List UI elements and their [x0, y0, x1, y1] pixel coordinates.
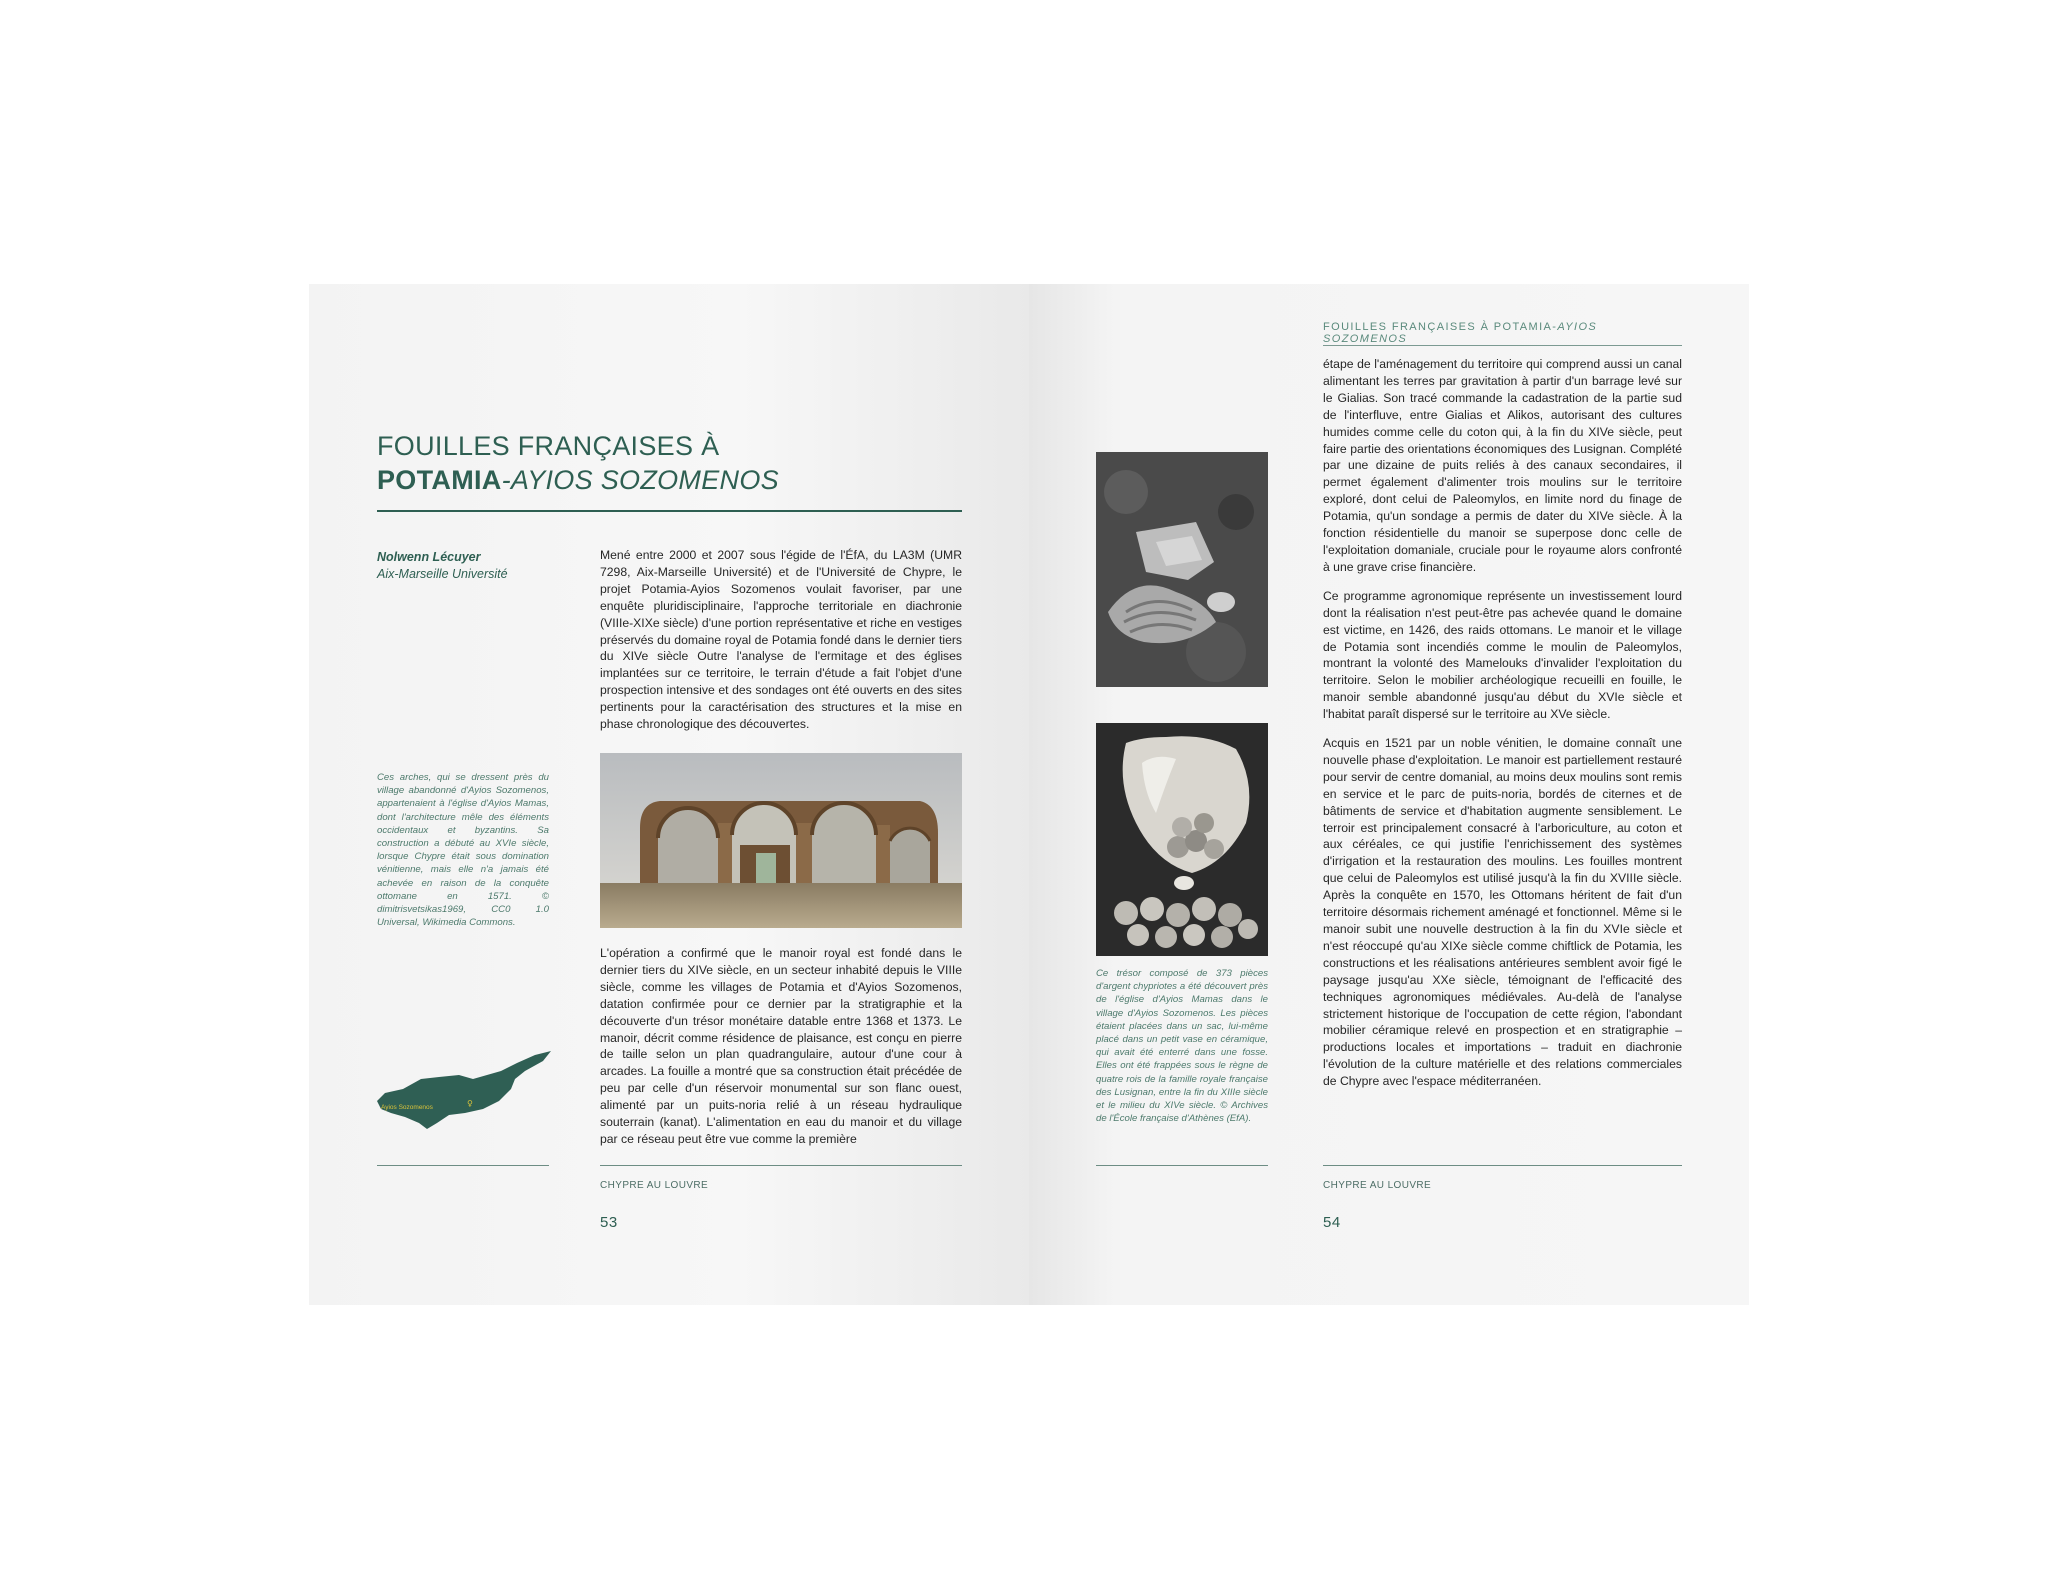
running-head-rule: [1323, 345, 1682, 346]
map-pin-icon: ♀: [467, 1099, 473, 1108]
right-text-column: [1323, 356, 1682, 1102]
right-page-number: 54: [1323, 1214, 1341, 1231]
title-divider: [377, 510, 962, 512]
arches-illustration: [600, 753, 962, 928]
right-paragraph-1: étape de l'aménagement du territoire qui comprend aussi un canal alimentant les terres par gravitation à partir d'un barrage levé sur le Gialias. Son tracé commande la cadastration de la partie sud de l'interfluve, entre Gialias et Alikos, autorisant des cultures humides comme celle du coton qui, à la fin du XIVe siècle, peut faire partie des orientations économiques des Lusignan. Complété par une dizaine de puits reliés à des canaux secondaires, il permet également d'alimenter trois moulins sur le territoire exploré, dont celui de Paleomylos, en limite nord du finage de Potamia, qu'un sondage a permis de dater du XIVe siècle. À la fonction résidentielle du manoir se superpose donc celle de l'exploitation domaniale, cruciale pour le royaume alors confronté à une grave crise financière.: [1323, 357, 1682, 574]
author-name: Nolwenn Lécuyer: [377, 550, 481, 564]
running-head: [1323, 321, 1682, 345]
right-footer-label: CHYPRE AU LOUVRE: [1323, 1180, 1432, 1191]
author-block: [377, 549, 508, 583]
book-spread: [309, 284, 1749, 1305]
hoard-excavation-illustration: [1096, 452, 1268, 687]
title-separator: -: [501, 465, 511, 495]
title-line-1: FOUILLES FRANÇAISES À: [377, 431, 720, 461]
author-affiliation: Aix-Marseille Université: [377, 567, 508, 581]
map-label: Ayios Sozomenos: [381, 1104, 433, 1111]
running-head-italic: AYIOS SOZOMENOS: [1323, 321, 1598, 345]
running-head-text: FOUILLES FRANÇAISES À POTAMIA-: [1323, 321, 1558, 333]
body-paragraph-2: L'opération a confirmé que le manoir royal est fondé dans le dernier tiers du XIVe siècle, en un secteur inhabité depuis le VIIIe siècle, comme les villages de Potamia et d'Ayios Sozomenos, datation confirmée pour ce dernier par la stratigraphie et la découverte d'un trésor monétaire datable entre 1368 et 1373. Le manoir, décrit comme résidence de plaisance, est conçu en pierre de taille selon un plan quadrangulaire, autour d'une cour à arcades. La fouille a montré que sa construction était précédée de peu par celle d'un réservoir monumental sur son flanc ouest, alimenté par un puits-noria relié à un réseau hydraulique souterrain (kanat). L'alimentation en eau du manoir et du village par ce réseau peut être vue comme la première: [600, 946, 962, 1146]
left-footer-label: CHYPRE AU LOUVRE: [600, 1180, 709, 1191]
arches-photo: [600, 753, 962, 928]
coin-hoard-photo: [1096, 723, 1268, 956]
arches-photo-caption: Ces arches, qui se dressent près du village abandonné d'Ayios Sozomenos, appartenaient à l'église d'Ayios Mamas, dont l'architecture mêle des éléments occidentaux et byzantins. Sa construction a débuté au XVIe siècle, lorsque Chypre était sous domination vénitienne, mais elle n'a jamais été achevée en raison de la conquête ottomane en 1571. © dimitrisvetsikas1969, CC0 1.0 Universal, Wikimedia Commons.: [377, 772, 549, 929]
left-footer-rule: [600, 1165, 962, 1166]
coin-hoard-caption: Ce trésor composé de 373 pièces d'argent chypriotes a été découvert près de l'église d'Ayios Mamas dans le village d'Ayios Sozomenos. Les pièces étaient placées dans un sac, lui-même placé dans un petit vase en céramique, qui avait été enterré dans une fosse. Elles ont été frappées sous le règne de quatre rois de la famille royale française des Lusignan, entre la fin du XIIIe siècle et le milieu du XIVe siècle. © Archives de l'École française d'Athènes (EfA).: [1096, 968, 1268, 1125]
title-italic-part: AYIOS SOZOMENOS: [510, 465, 779, 495]
right-paragraph-3: Acquis en 1521 par un noble vénitien, le domaine connaît une nouvelle phase d'exploitation. Le manoir est partiellement restauré pour servir de centre domanial, au moins deux moulins sont remis en service et le parc de puits-noria, bordés de citernes et de bâtiments de service et d'habitation augmente sensiblement. Le terroir est principalement consacré à l'arboriculture, au coton et aux céréales, ce qui justifie l'enrichissement des systèmes d'irrigation et la restauration des moulins. Les fouilles montrent que celui de Paleomylos est utilisé jusqu'à la fin du XVIIIe siècle. Après la conquête en 1570, les Ottomans héritent de fait d'un territoire désormais richement aménagé et fonctionnel. Même si le manoir subit une nouvelle destruction à la fin du XVIe siècle et n'est réoccupé qu'au XIXe siècle comme chiftlick de Potamia, les constructions et les réalisations antérieures semblent avoir figé le paysage jusqu'au XXe siècle, témoignant de l'efficacité des techniques agronomiques médiévales. Au-delà de l'analyse strictement historique de l'occupation de cette région, l'abondant mobilier céramique relevé en prospection et en stratigraphie – productions locales et importations – traduit en diachronie l'évolution de la culture matérielle et des relations commerciales de Chypre avec l'espace méditerranéen.: [1323, 736, 1682, 1089]
left-margin-footer-rule: [377, 1165, 549, 1166]
intro-paragraph: Mené entre 2000 et 2007 sous l'égide de l'ÉfA, du LA3M (UMR 7298, Aix-Marseille Université) et de l'Université de Chypre, le projet Potamia-Ayios Sozomenos voulait favoriser, par une enquête pluridisciplinaire, l'approche territoriale en diachronie (VIIIe-XIXe siècle) d'une portion représentative et riche en vestiges préservés du domaine royal de Potamia fondé dans le dernier tiers du XIVe siècle Outre l'analyse de l'ermitage et des églises implantées sur ce territoire, le terrain d'étude a fait l'objet d'une prospection intensive et des sondages ont été ouverts en des sites pertinents pour la caractérisation des structures et la mise en phase chronologique des découvertes.: [600, 548, 962, 732]
right-margin-footer-rule: [1096, 1165, 1268, 1166]
article-title: [377, 429, 962, 497]
cyprus-map-shape: [375, 1049, 555, 1129]
title-bold-part: POTAMIA: [377, 465, 502, 495]
right-page: [1029, 284, 1749, 1305]
left-page: [309, 284, 1029, 1305]
right-paragraph-2: Ce programme agronomique représente un investissement lourd dont la réalisation n'est peut-être pas achevée quand le domaine est victime, en 1426, des raids ottomans. Le manoir et le village de Potamia sont incendiés comme le moulin de Paleomylos, montrant la volonté des Mamelouks d'invalider l'exploitation du territoire. Selon le mobilier archéologique recueilli en fouille, le manoir semble abandonné jusqu'au début du XVIe siècle et l'habitat paraît dispersé sur le territoire au XVe siècle.: [1323, 588, 1682, 722]
cyprus-map: [375, 1049, 555, 1129]
hoard-excavation-photo: [1096, 452, 1268, 687]
right-footer-rule: [1323, 1165, 1682, 1166]
coin-hoard-illustration: [1096, 723, 1268, 956]
left-page-number: 53: [600, 1214, 618, 1231]
